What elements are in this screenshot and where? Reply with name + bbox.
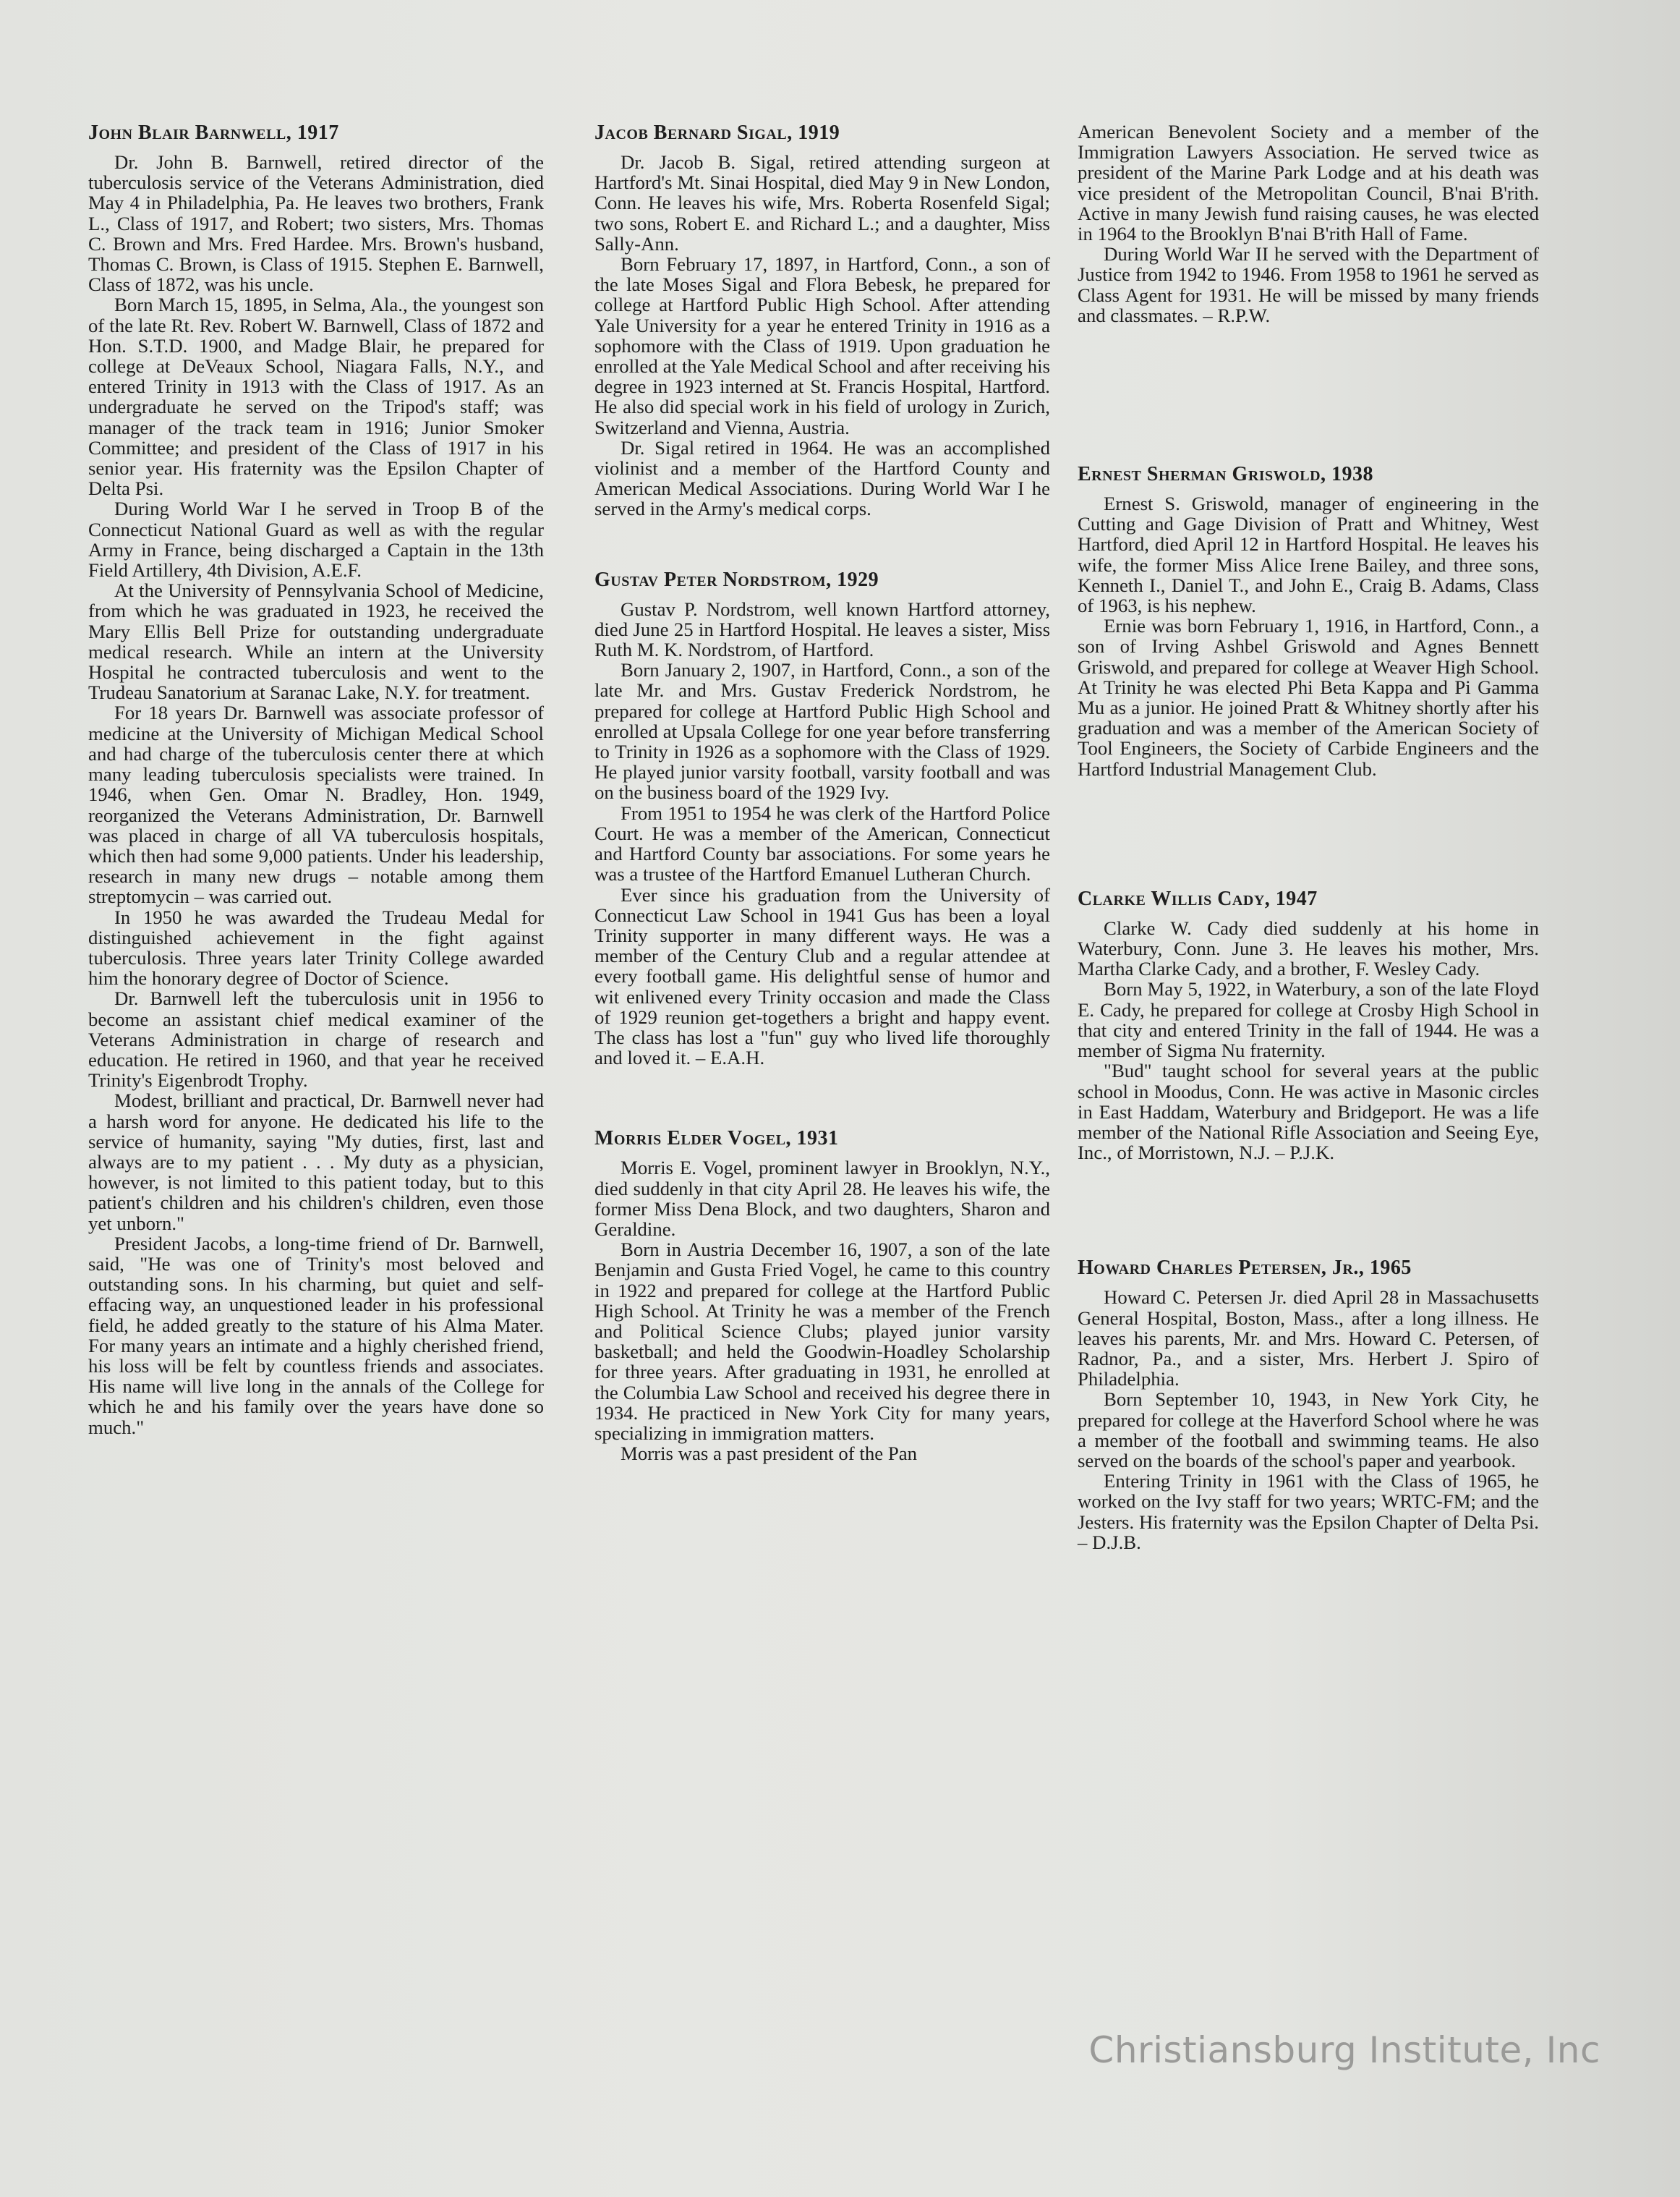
obituary-cady: [1078, 888, 1539, 1163]
obituary-paragraph: Gustav P. Nordstrom, well known Hartford attorney, died June 25 in Hartford Hospital. He leaves a sister, Miss Ruth M. K. Nordstrom, of Hartford.: [594, 598, 1050, 661]
obituary-paragraph: From 1951 to 1954 he was clerk of the Hartford Police Court. He was a member of the American, Connecticut and Hartford County bar associations. For some years he was a trustee of the Hartford Emanuel Lutheran Church.: [594, 802, 1050, 885]
obituary-paragraph: Born May 5, 1922, in Waterbury, a son of the late Floyd E. Cady, he prepared for college at Crosby High School in that city and entered Trinity in the fall of 1944. He was a member of Sigma Nu fraternity.: [1078, 978, 1539, 1062]
obituary-paragraph: "Bud" taught school for several years at the public school in Moodus, Conn. He was active in Masonic circles in East Haddam, Waterbury and Bridgeport. He was a life member of the National Rifle Association and Seeing Eye, Inc., of Morristown, N.J. – P.J.K.: [1078, 1060, 1539, 1164]
obituary-paragraph: At the University of Pennsylvania School of Medicine, from which he was graduated in 1923, he received the Mary Ellis Bell Prize for outstanding undergraduate medical research. While an intern at the University Hospital he contracted tuberculosis and went to the Trudeau Sanatorium at Saranac Lake, N.Y. for treatment.: [88, 579, 544, 704]
obituary-heading: Ernest Sherman Griswold, 1938: [1078, 463, 1374, 486]
obituary-paragraph: Modest, brilliant and practical, Dr. Barnwell never had a harsh word for anyone. He dedicated his life to the service of humanity, saying "My duties, first, last and always are to my patient . . . My duty as a physician, however, is not limited to this patient today, but to this patient's children and his children's children, even those yet unborn.": [88, 1089, 544, 1234]
obituary-petersen: [1078, 1257, 1539, 1552]
obituary-paragraph: Ernest S. Griswold, manager of engineering in the Cutting and Gage Division of Pratt and Whitney, West Hartford, died April 12 in Hartford Hospital. He leaves his wife, the former Miss Alice Irene Bailey, and three sons, Kenneth I., Daniel T., and John E., Craig B. Adams, Class of 1963, is his nephew.: [1078, 493, 1539, 617]
obituary-paragraph: President Jacobs, a long-time friend of Dr. Barnwell, said, "He was one of Trinity's most beloved and outstanding sons. In his charming, but quiet and self-effacing way, an unquestioned leader in his professional field, he added greatly to the stature of his Alma Mater. For many years an intimate and a highly cherished friend, his loss will be felt by countless friends and associates. His name will live long in the annals of the College for which he and his family over the years have done so much.": [88, 1232, 544, 1438]
obituary-paragraph: Dr. Jacob B. Sigal, retired attending surgeon at Hartford's Mt. Sinai Hospital, died May 9 in New London, Conn. He leaves his wife, Mrs. Roberta Rosenfeld Sigal; two sons, Robert E. and Richard L.; and a daughter, Miss Sally-Ann.: [594, 151, 1050, 255]
obituary-heading: Gustav Peter Nordstrom, 1929: [594, 568, 879, 591]
obituary-paragraph: Ever since his graduation from the University of Connecticut Law School in 1941 Gus has been a loyal Trinity supporter in many different ways. He was a member of the Century Club and a regular attendee at every football game. His delightful sense of humor and wit enlivened every Trinity occasion and made the Class of 1929 reunion get-togethers a bright and happy event. The class has lost a "fun" guy who lived life thoroughly and loved it. – E.A.H.: [594, 883, 1050, 1069]
column-right: [1078, 122, 1539, 1552]
obituary-barnwell: [88, 122, 544, 1437]
obituary-paragraph: Howard C. Petersen Jr. died April 28 in Massachusetts General Hospital, Boston, Mass., after a long illness. He leaves his parents, Mr. and Mrs. Howard C. Petersen, of Radnor, Pa., and a sister, Mrs. Herbert J. Spiro of Philadelphia.: [1078, 1286, 1539, 1390]
obituary-heading: Clarke Willis Cady, 1947: [1078, 887, 1318, 910]
obituary-heading: Howard Charles Petersen, Jr., 1965: [1078, 1257, 1412, 1280]
obituary-paragraph: Born September 10, 1943, in New York City, he prepared for college at the Haverford School where he was a member of the football and swimming teams. He also served on the boards of the school's paper and yearbook.: [1078, 1388, 1539, 1471]
obituary-sigal: [594, 122, 1050, 519]
obituary-heading: John Blair Barnwell, 1917: [88, 122, 339, 144]
obituary-paragraph: Entering Trinity in 1961 with the Class of 1965, he worked on the Ivy staff for two years; WRTC-FM; and the Jesters. His fraternity was the Epsilon Chapter of Delta Psi. – D.J.B.: [1078, 1470, 1539, 1553]
obituary-paragraph: Born January 2, 1907, in Hartford, Conn., a son of the late Mr. and Mrs. Gustav Frederick Nordstrom, he prepared for college at Hartford Public High School and enrolled at Upsala College for one year before transferring to Trinity in 1926 as a sophomore with the Class of 1929. He played junior varsity football, varsity football and was on the business board of the 1929 Ivy.: [594, 659, 1050, 804]
column-middle: [594, 122, 1050, 1463]
obituary-vogel: [594, 1127, 1050, 1463]
obituary-paragraph: Born March 15, 1895, in Selma, Ala., the youngest son of the late Rt. Rev. Robert W. Barnwell, Class of 1872 and Hon. S.T.D. 1900, and Madge Blair, he prepared for college at DeVeaux School, Niagara Falls, N.Y., and entered Trinity in 1913 with the Class of 1917. As an undergraduate he served on the Tripod's staff; was manager of the track team in 1916; Junior Smoker Committee; and president of the Class of 1917 in his senior year. His fraternity was the Epsilon Chapter of Delta Psi.: [88, 294, 544, 500]
obituary-paragraph: During World War I he served in Troop B of the Connecticut National Guard as well as with the regular Army in France, being discharged a Captain in the 13th Field Artillery, 4th Division, A.E.F.: [88, 498, 544, 582]
obituary-nordstrom: [594, 569, 1050, 1068]
obituary-griswold: [1078, 463, 1539, 779]
obituary-paragraph: Born February 17, 1897, in Hartford, Conn., a son of the late Moses Sigal and Flora Bebesk, he prepared for college at Hartford Public High School. After attending Yale University for a year he entered Trinity in 1916 as a sophomore with the Class of 1919. Upon graduation he enrolled at the Yale Medical School and after receiving his degree in 1923 interned at St. Francis Hospital, Hartford. He also did special work in his field of urology in Zurich, Switzerland and Vienna, Austria.: [594, 253, 1050, 438]
obituary-paragraph: Born in Austria December 16, 1907, a son of the late Benjamin and Gusta Fried Vogel, he came to this country in 1922 and prepared for college at the Hartford Public High School. At Trinity he was a member of the French and Political Science Clubs; played junior varsity basketball; and held the Goodwin-Hoadley Scholarship for three years. After graduating in 1931, he enrolled at the Columbia Law School and received his degree there in 1934. He practiced in New York City for many years, specializing in immigration matters.: [594, 1238, 1050, 1444]
obituary-paragraph: Dr. John B. Barnwell, retired director of the tuberculosis service of the Veterans Administration, died May 4 in Philadelphia, Pa. He leaves two brothers, Frank L., Class of 1917, and Robert; two sisters, Mrs. Thomas C. Brown and Mrs. Fred Hardee. Mrs. Brown's husband, Thomas C. Brown, is Class of 1915. Stephen E. Barnwell, Class of 1872, was his uncle.: [88, 151, 544, 296]
obituary-paragraph: Dr. Barnwell left the tuberculosis unit in 1956 to become an assistant chief medical examiner of the Veterans Administration in charge of research and education. He retired in 1960, and that year he received Trinity's Eigenbrodt Trophy.: [88, 987, 544, 1092]
obituary-heading: Jacob Bernard Sigal, 1919: [594, 122, 840, 144]
obituary-paragraph: Dr. Sigal retired in 1964. He was an accomplished violinist and a member of the Hartford County and American Medical Associations. During World War I he served in the Army's medical corps.: [594, 436, 1050, 520]
obituary-paragraph: Morris was a past president of the Pan: [621, 1442, 918, 1465]
obituary-paragraph: For 18 years Dr. Barnwell was associate professor of medicine at the University of Michigan Medical School and had charge of the tuberculosis center there at which many leading tuberculosis specialists were trained. In 1946, when Gen. Omar N. Bradley, Hon. 1949, reorganized the Veterans Administration, Dr. Barnwell was placed in charge of all VA tuberculosis hospitals, which then had some 9,000 patients. Under his leadership, research in many new drugs – notable among them streptomycin – was carried out.: [88, 702, 544, 908]
column-left: [88, 122, 544, 1437]
obituary-paragraph: During World War II he served with the Department of Justice from 1942 to 1946. From 1958 to 1961 he served as Class Agent for 1931. He will be missed by many friends and classmates. – R.P.W.: [1078, 243, 1539, 326]
obituary-paragraph: American Benevolent Society and a member of the Immigration Lawyers Association. He served twice as president of the Marine Park Lodge and at his death was vice president of the Metropolitan Council, B'nai B'rith. Active in many Jewish fund raising causes, he was elected in 1964 to the Brooklyn B'nai B'rith Hall of Fame.: [1078, 121, 1539, 245]
obituary-paragraph: Morris E. Vogel, prominent lawyer in Brooklyn, N.Y., died suddenly in that city April 28. He leaves his wife, the former Miss Dena Block, and two daughters, Sharon and Geraldine.: [594, 1157, 1050, 1240]
obituary-heading: Morris Elder Vogel, 1931: [594, 1127, 839, 1150]
obituary-paragraph: Clarke W. Cady died suddenly at his home in Waterbury, Conn. June 3. He leaves his mother, Mrs. Martha Clarke Cady, and a brother, F. Wesley Cady.: [1078, 917, 1539, 980]
watermark: Christiansburg Institute, Inc: [1088, 2029, 1600, 2071]
obituary-paragraph: Ernie was born February 1, 1916, in Hartford, Conn., a son of Irving Ashbel Griswold and Agnes Bennett Griswold, and prepared for college at Weaver High School. At Trinity he was elected Phi Beta Kappa and Pi Gamma Mu as a junior. He joined Pratt & Whitney shortly after his graduation and was a member of the American Society of Tool Engineers, the Society of Carbide Engineers and the Hartford Industrial Management Club.: [1078, 615, 1539, 780]
obituary-paragraph: In 1950 he was awarded the Trudeau Medal for distinguished achievement in the fight against tuberculosis. Three years later Trinity College awarded him the honorary degree of Doctor of Science.: [88, 906, 544, 990]
obituary-vogel-continued: [1078, 122, 1539, 326]
